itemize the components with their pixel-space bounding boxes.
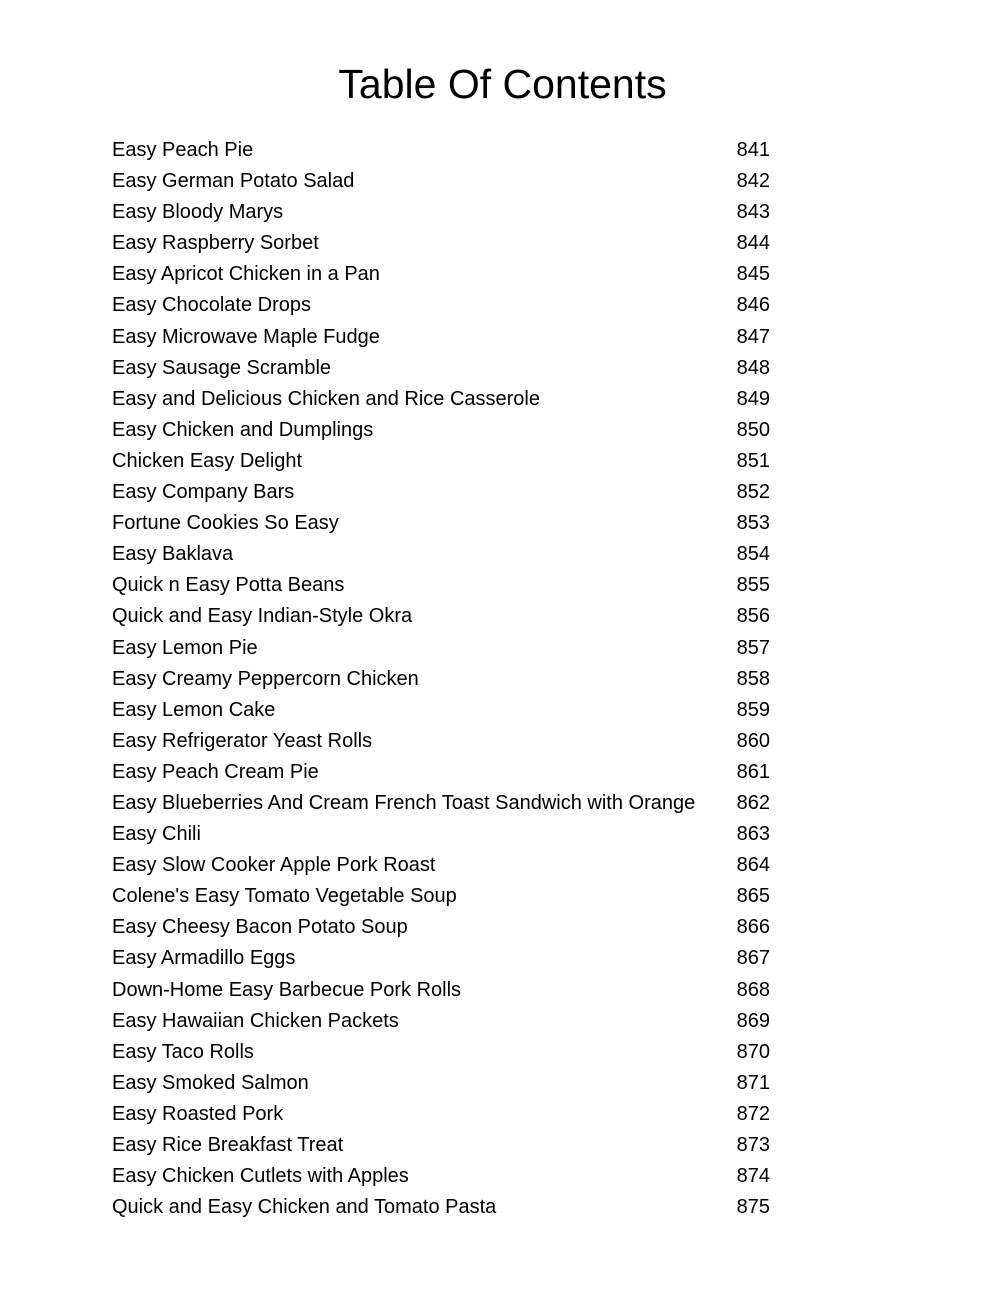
toc-entry[interactable]	[112, 850, 772, 881]
toc-entry-page-number: 851	[736, 449, 770, 472]
toc-entry[interactable]	[112, 322, 772, 353]
toc-entry-page-number: 845	[736, 263, 770, 286]
toc-entry-page-number: 843	[736, 201, 770, 224]
toc-entry[interactable]	[112, 975, 772, 1006]
toc-entry[interactable]	[112, 788, 772, 819]
toc-entry-title: Easy Smoked Salmon	[112, 1071, 309, 1094]
toc-entry-title: Easy Chicken and Dumplings	[112, 418, 374, 441]
toc-entry-title: Down-Home Easy Barbecue Pork Rolls	[112, 978, 462, 1001]
toc-entry[interactable]	[112, 695, 772, 726]
toc-entry[interactable]	[112, 726, 772, 757]
toc-entry-title: Easy Taco Rolls	[112, 1040, 254, 1063]
toc-entry-page-number: 860	[736, 729, 770, 752]
toc-entry[interactable]	[112, 633, 772, 664]
toc-entry-title: Easy and Delicious Chicken and Rice Casserole	[112, 387, 540, 410]
toc-entry[interactable]	[112, 664, 772, 695]
toc-entry-title: Quick and Easy Chicken and Tomato Pasta	[112, 1196, 497, 1219]
toc-entry[interactable]	[112, 446, 772, 477]
toc-entry-page-number: 865	[736, 885, 770, 908]
toc-entry-title: Easy Hawaiian Chicken Packets	[112, 1009, 399, 1032]
toc-entry-title: Easy Rice Breakfast Treat	[112, 1134, 344, 1156]
toc-entry-title: Easy Armadillo Eggs	[112, 947, 296, 970]
toc-entry[interactable]	[112, 384, 772, 415]
toc-entry-title: Easy Peach Pie	[112, 139, 254, 161]
toc-entry[interactable]	[112, 290, 772, 321]
toc-entry-title: Easy Creamy Peppercorn Chicken	[112, 667, 419, 690]
toc-entry-page-number: 868	[736, 978, 770, 1001]
toc-entry-title: Easy Chicken Cutlets with Apples	[112, 1165, 409, 1188]
toc-entry[interactable]	[112, 819, 772, 850]
toc-entry-title: Easy German Potato Salad	[112, 170, 355, 193]
toc-entry-page-number: 862	[736, 791, 770, 814]
toc-entry-page-number: 873	[736, 1134, 770, 1156]
toc-entry-page-number: 874	[736, 1165, 770, 1188]
toc-entry-page-number: 863	[736, 823, 770, 846]
toc-entry[interactable]	[112, 570, 772, 601]
toc-entry-page-number: 872	[736, 1102, 770, 1125]
toc-entry-title: Easy Cheesy Bacon Potato Soup	[112, 916, 408, 939]
toc-entry-page-number: 859	[736, 698, 770, 721]
toc-entry-page-number: 852	[736, 481, 770, 504]
toc-entry-page-number: 857	[736, 636, 770, 659]
toc-entry[interactable]	[112, 1037, 772, 1068]
toc-entry-page-number: 856	[736, 605, 770, 628]
toc-entry[interactable]	[112, 166, 772, 197]
toc-entry[interactable]	[112, 1130, 772, 1161]
toc-entry-title: Easy Sausage Scramble	[112, 356, 332, 379]
toc-entry-page-number: 847	[736, 325, 770, 348]
toc-entry-page-number: 848	[736, 356, 770, 379]
toc-entry[interactable]	[112, 197, 772, 228]
toc-entry[interactable]	[112, 228, 772, 259]
toc-entry[interactable]	[112, 601, 772, 632]
toc-entry[interactable]	[112, 1192, 772, 1223]
toc-entry-page-number: 854	[736, 543, 770, 566]
toc-entry-page-number: 867	[736, 947, 770, 970]
toc-entry-title: Easy Microwave Maple Fudge	[112, 325, 380, 348]
toc-entry[interactable]	[112, 353, 772, 384]
toc-entry[interactable]	[112, 912, 772, 943]
toc-entry-title: Easy Refrigerator Yeast Rolls	[112, 729, 373, 752]
toc-entry-page-number: 853	[736, 512, 770, 535]
toc-entry-page-number: 870	[736, 1040, 770, 1063]
toc-entry-page-number: 846	[736, 294, 770, 317]
toc-entry-title: Easy Slow Cooker Apple Pork Roast	[112, 854, 436, 877]
toc-entry-page-number: 841	[736, 139, 770, 161]
toc-entry[interactable]	[112, 415, 772, 446]
toc-entry-title: Colene's Easy Tomato Vegetable Soup	[112, 885, 457, 908]
table-of-contents-list	[112, 135, 772, 1223]
toc-entry[interactable]	[112, 943, 772, 974]
toc-entry-title: Easy Baklava	[112, 543, 234, 566]
toc-entry[interactable]	[112, 1068, 772, 1099]
toc-entry-title: Easy Raspberry Sorbet	[112, 232, 319, 255]
toc-entry-title: Easy Apricot Chicken in a Pan	[112, 263, 380, 286]
toc-entry-page-number: 850	[736, 418, 770, 441]
toc-entry-title: Quick and Easy Indian-Style Okra	[112, 605, 413, 628]
toc-entry-page-number: 849	[736, 387, 770, 410]
toc-entry-title: Chicken Easy Delight	[112, 449, 303, 472]
toc-entry-title: Easy Chocolate Drops	[112, 294, 311, 317]
toc-entry-title: Fortune Cookies So Easy	[112, 512, 339, 535]
toc-entry-page-number: 875	[736, 1196, 770, 1219]
toc-entry[interactable]	[112, 135, 772, 166]
toc-entry-page-number: 844	[736, 232, 770, 255]
toc-entry[interactable]	[112, 757, 772, 788]
page-title: Table Of Contents	[338, 61, 667, 107]
toc-entry[interactable]	[112, 477, 772, 508]
toc-entry-title: Easy Blueberries And Cream French Toast Sandwich with Orange	[112, 791, 696, 814]
toc-entry-title: Quick n Easy Potta Beans	[112, 574, 345, 597]
toc-entry-page-number: 866	[736, 916, 770, 939]
toc-entry-title: Easy Chili	[112, 823, 201, 846]
toc-entry[interactable]	[112, 881, 772, 912]
toc-entry[interactable]	[112, 259, 772, 290]
toc-entry-title: Easy Peach Cream Pie	[112, 760, 319, 783]
toc-entry-page-number: 855	[736, 574, 770, 597]
toc-entry-title: Easy Company Bars	[112, 481, 295, 504]
toc-entry[interactable]	[112, 1006, 772, 1037]
toc-entry[interactable]	[112, 1161, 772, 1192]
toc-entry-page-number: 861	[736, 760, 770, 783]
toc-entry-title: Easy Lemon Pie	[112, 636, 258, 659]
toc-entry-title: Easy Roasted Pork	[112, 1102, 284, 1125]
toc-entry[interactable]	[112, 1099, 772, 1130]
toc-entry-page-number: 871	[736, 1071, 770, 1094]
toc-entry-page-number: 864	[736, 854, 770, 877]
toc-entry-title: Easy Lemon Cake	[112, 698, 276, 721]
toc-entry-page-number: 869	[736, 1009, 770, 1032]
toc-entry[interactable]	[112, 508, 772, 539]
toc-entry[interactable]	[112, 539, 772, 570]
toc-entry-page-number: 842	[736, 170, 770, 193]
toc-entry-title: Easy Bloody Marys	[112, 201, 284, 224]
toc-entry-page-number: 858	[736, 667, 770, 690]
